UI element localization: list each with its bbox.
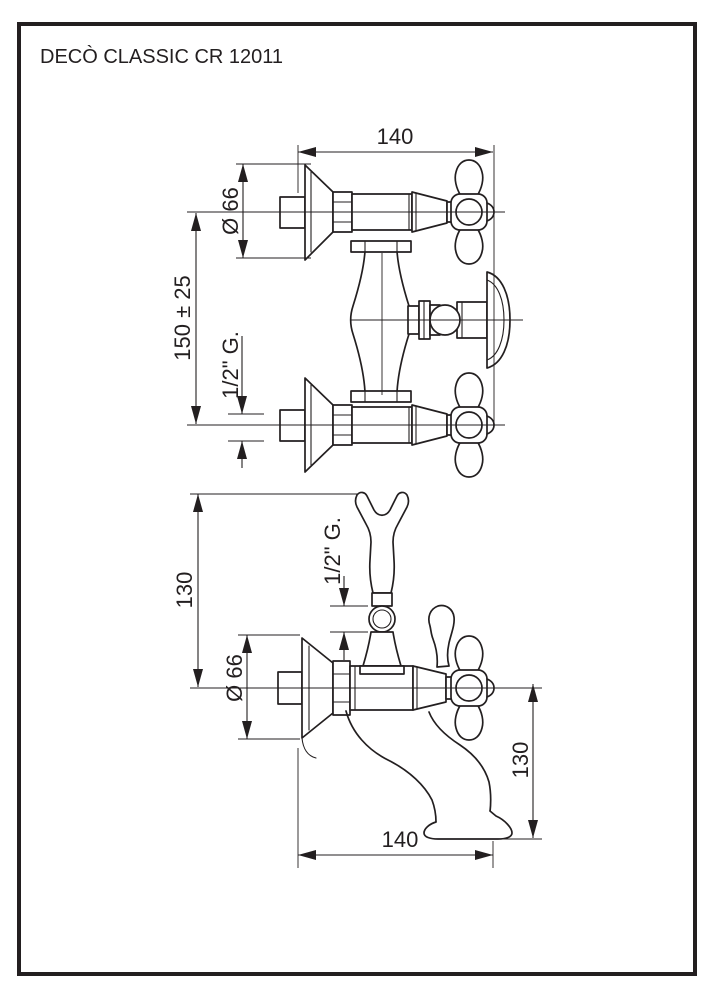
front-dim-valve-spacing: 150 ± 25 bbox=[170, 275, 195, 361]
front-dim-width: 140 bbox=[376, 124, 414, 149]
front-column bbox=[351, 241, 412, 402]
product-title: DECÒ CLASSIC CR 12011 bbox=[40, 46, 284, 68]
side-dim-flange-diameter: Ø 66 bbox=[222, 654, 247, 702]
side-fork-bracket bbox=[356, 492, 409, 666]
side-dim-spout-reach: 140 bbox=[381, 827, 419, 852]
side-dim-bracket-height: 130 bbox=[172, 571, 197, 609]
side-diverter-lever bbox=[429, 606, 454, 667]
side-tub-spout bbox=[346, 711, 512, 839]
side-dim-thread: 1/2" G. bbox=[320, 517, 345, 585]
front-dim-flange-diameter: Ø 66 bbox=[218, 187, 243, 235]
side-view-drawing bbox=[172, 492, 542, 868]
front-dim-thread: 1/2" G. bbox=[218, 331, 243, 399]
side-dim-spout-drop: 130 bbox=[508, 741, 533, 779]
front-view-drawing bbox=[170, 124, 523, 477]
